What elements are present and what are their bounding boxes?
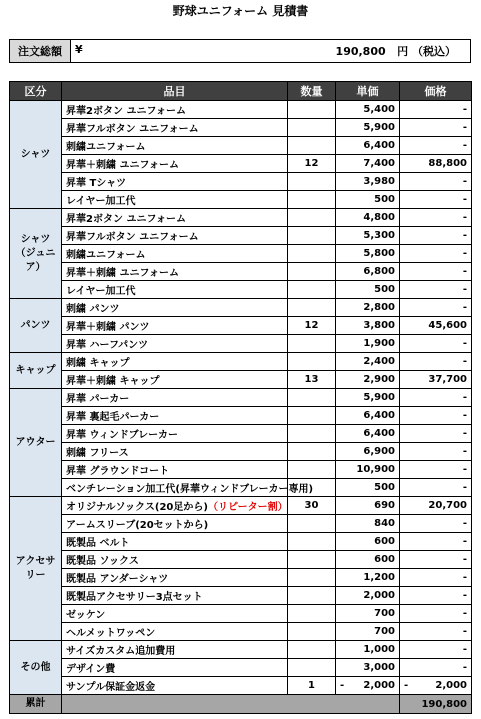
unit-price-cell: 500 xyxy=(336,281,400,299)
category-cell: アウター xyxy=(10,389,62,497)
table-row xyxy=(10,623,472,641)
unit-price-cell: 5,400 xyxy=(336,101,400,119)
price-cell: - xyxy=(400,227,472,245)
unit-price-cell: 1,900 xyxy=(336,335,400,353)
price-cell: 88,800 xyxy=(400,155,472,173)
unit-price-cell: 5,300 xyxy=(336,227,400,245)
unit-price-cell: 2,400 xyxy=(336,353,400,371)
quantity-cell xyxy=(288,551,336,569)
table-row xyxy=(10,569,472,587)
unit-price-cell: 1,200 xyxy=(336,569,400,587)
quantity-cell xyxy=(288,407,336,425)
order-total-value xyxy=(71,40,471,63)
price-cell: - xyxy=(400,353,472,371)
item-cell xyxy=(62,119,288,137)
table-row xyxy=(10,443,472,461)
item-name: 刺繍ユニフォーム xyxy=(66,142,146,153)
item-name: ゼッケン xyxy=(66,610,106,621)
unit-price-cell: 7,400 xyxy=(336,155,400,173)
item-cell xyxy=(62,497,288,515)
unit-price-cell: 690 xyxy=(336,497,400,515)
item-cell xyxy=(62,137,288,155)
header-unit-price: 単価 xyxy=(336,82,400,101)
item-cell xyxy=(62,245,288,263)
order-total-table xyxy=(9,39,471,63)
quantity-cell xyxy=(288,533,336,551)
price-cell: - xyxy=(400,461,472,479)
price-cell: - xyxy=(400,191,472,209)
quantity-cell xyxy=(288,299,336,317)
category-cell: パンツ xyxy=(10,299,62,353)
item-cell xyxy=(62,227,288,245)
item-cell xyxy=(62,443,288,461)
unit-price-cell: 700 xyxy=(336,605,400,623)
quantity-cell xyxy=(288,659,336,677)
quantity-cell xyxy=(288,515,336,533)
item-name: アームスリーブ(20セットから) xyxy=(66,520,209,531)
unit-price-cell: 6,400 xyxy=(336,425,400,443)
summary-row xyxy=(10,695,472,714)
quantity-cell xyxy=(288,101,336,119)
item-name: 刺繍 フリース xyxy=(66,448,129,459)
category-cell: シャツ（ジュニア） xyxy=(10,209,62,299)
category-cell: キャップ xyxy=(10,353,62,389)
item-name: 昇華 Tシャツ xyxy=(66,178,127,189)
price-cell: - xyxy=(400,407,472,425)
price-cell: - xyxy=(400,101,472,119)
header-price: 価格 xyxy=(400,82,472,101)
quantity-cell: 12 xyxy=(288,155,336,173)
table-row xyxy=(10,605,472,623)
unit-price-split xyxy=(340,680,395,691)
quantity-cell xyxy=(288,209,336,227)
item-cell xyxy=(62,389,288,407)
summary-spacer xyxy=(62,695,400,714)
table-row xyxy=(10,353,472,371)
order-total-label: 注文総額 xyxy=(10,40,71,63)
table-row xyxy=(10,209,472,227)
table-row xyxy=(10,407,472,425)
quantity-cell xyxy=(288,443,336,461)
table-header-row xyxy=(10,82,472,101)
quantity-cell xyxy=(288,137,336,155)
order-total-number: 190,800 xyxy=(335,45,386,58)
table-row xyxy=(10,299,472,317)
category-cell: シャツ xyxy=(10,101,62,209)
item-name: レイヤー加工代 xyxy=(66,196,136,207)
item-cell xyxy=(62,281,288,299)
quantity-cell: 12 xyxy=(288,317,336,335)
price-cell: - xyxy=(400,299,472,317)
unit-price-cell: 500 xyxy=(336,191,400,209)
item-cell xyxy=(62,317,288,335)
item-cell xyxy=(62,515,288,533)
unit-price-cell: 500 xyxy=(336,479,400,497)
table-row xyxy=(10,137,472,155)
item-name: 昇華 グラウンドコート xyxy=(66,466,170,477)
quantity-cell xyxy=(288,263,336,281)
unit-price-value: 2,000 xyxy=(363,680,395,691)
item-cell xyxy=(62,551,288,569)
table-row xyxy=(10,281,472,299)
item-cell xyxy=(62,335,288,353)
item-cell xyxy=(62,101,288,119)
quantity-cell xyxy=(288,335,336,353)
quantity-cell xyxy=(288,173,336,191)
item-name: サイズカスタム追加費用 xyxy=(66,646,176,657)
table-row xyxy=(10,317,472,335)
price-cell: - xyxy=(400,479,472,497)
item-cell xyxy=(62,659,288,677)
item-name: 昇華 パーカー xyxy=(66,394,130,405)
quantity-cell: 1 xyxy=(288,677,336,695)
table-row xyxy=(10,119,472,137)
table-row xyxy=(10,551,472,569)
item-cell xyxy=(62,191,288,209)
item-name: 既製品アクセサリー3点セット xyxy=(66,592,203,603)
header-category: 区分 xyxy=(10,82,62,101)
quantity-cell xyxy=(288,281,336,299)
table-row xyxy=(10,659,472,677)
order-total-amount xyxy=(336,43,466,59)
item-name: 昇華＋刺繍 ユニフォーム xyxy=(66,160,179,171)
table-row xyxy=(10,227,472,245)
item-cell xyxy=(62,677,288,695)
item-cell xyxy=(62,299,288,317)
summary-amount: 190,800 xyxy=(400,695,472,714)
unit-price-cell: 2,900 xyxy=(336,371,400,389)
unit-price-cell: 6,900 xyxy=(336,443,400,461)
price-cell: - xyxy=(400,587,472,605)
item-name: デザイン費 xyxy=(66,664,116,675)
quantity-cell xyxy=(288,245,336,263)
quantity-cell xyxy=(288,119,336,137)
item-name: 刺繍ユニフォーム xyxy=(66,250,146,261)
header-quantity: 数量 xyxy=(288,82,336,101)
price-cell: - xyxy=(400,623,472,641)
table-row xyxy=(10,335,472,353)
table-row xyxy=(10,263,472,281)
table-row xyxy=(10,479,472,497)
table-row xyxy=(10,425,472,443)
item-name: 昇華＋刺繍 キャップ xyxy=(66,376,160,387)
table-row xyxy=(10,461,472,479)
price-cell: - xyxy=(400,569,472,587)
item-cell xyxy=(62,155,288,173)
currency-symbol: ¥ xyxy=(75,43,83,56)
price-cell: - xyxy=(400,659,472,677)
item-cell xyxy=(62,173,288,191)
item-note: （リピーター割） xyxy=(207,502,288,513)
item-name: サンプル保証金返金 xyxy=(66,682,156,693)
quantity-cell xyxy=(288,389,336,407)
item-name: ベンチレーション加工代(昇華ウィンドブレーカー専用) xyxy=(66,484,314,495)
price-cell: 45,600 xyxy=(400,317,472,335)
price-prefix: - xyxy=(404,680,409,691)
unit-price-cell: 5,900 xyxy=(336,119,400,137)
price-cell: 37,700 xyxy=(400,371,472,389)
unit-price-cell: 2,800 xyxy=(336,299,400,317)
item-cell xyxy=(62,371,288,389)
item-name: 昇華2ボタン ユニフォーム xyxy=(66,214,186,225)
item-cell xyxy=(62,587,288,605)
quantity-cell xyxy=(288,191,336,209)
item-name: 既製品 アンダーシャツ xyxy=(66,574,169,585)
quantity-cell xyxy=(288,623,336,641)
item-cell xyxy=(62,641,288,659)
item-cell xyxy=(62,425,288,443)
price-cell: - xyxy=(400,533,472,551)
header-item: 品目 xyxy=(62,82,288,101)
order-total-unit: 円 （税込） xyxy=(397,45,456,58)
item-name: ヘルメットワッペン xyxy=(66,628,156,639)
price-cell: - xyxy=(400,605,472,623)
price-value: 2,000 xyxy=(435,680,467,691)
unit-price-cell: 840 xyxy=(336,515,400,533)
quantity-cell xyxy=(288,641,336,659)
unit-price-prefix: - xyxy=(340,680,345,691)
item-cell xyxy=(62,263,288,281)
item-name: 既製品 ソックス xyxy=(66,556,139,567)
item-cell xyxy=(62,353,288,371)
item-name: 刺繍 パンツ xyxy=(66,304,120,315)
price-cell: - xyxy=(400,551,472,569)
quantity-cell: 13 xyxy=(288,371,336,389)
item-name: 昇華 裏起毛パーカー xyxy=(66,412,160,423)
table-row xyxy=(10,101,472,119)
category-cell: その他 xyxy=(10,641,62,695)
unit-price-cell: 3,000 xyxy=(336,659,400,677)
item-cell xyxy=(62,623,288,641)
item-name: 昇華フルボタン ユニフォーム xyxy=(66,124,199,135)
unit-price-cell: 1,000 xyxy=(336,641,400,659)
price-cell: 20,700 xyxy=(400,497,472,515)
quantity-cell xyxy=(288,353,336,371)
item-cell xyxy=(62,479,314,497)
price-cell: - xyxy=(400,137,472,155)
unit-price-cell: 5,900 xyxy=(336,389,400,407)
item-name: 昇華 ウィンドブレーカー xyxy=(66,430,178,441)
price-cell: - xyxy=(400,335,472,353)
unit-price-cell: 3,800 xyxy=(336,317,400,335)
table-row xyxy=(10,533,472,551)
table-row xyxy=(10,389,472,407)
table-row xyxy=(10,191,472,209)
price-cell: - xyxy=(400,263,472,281)
item-name: 昇華フルボタン ユニフォーム xyxy=(66,232,199,243)
price-cell: - xyxy=(400,119,472,137)
table-row xyxy=(10,173,472,191)
quantity-cell xyxy=(288,587,336,605)
estimate-table xyxy=(9,81,472,714)
item-name: レイヤー加工代 xyxy=(66,286,136,297)
item-name: 昇華2ボタン ユニフォーム xyxy=(66,106,186,117)
item-name: 既製品 ベルト xyxy=(66,538,130,549)
quantity-cell xyxy=(288,227,336,245)
price-cell: - xyxy=(400,281,472,299)
summary-label: 累計 xyxy=(10,695,62,714)
table-row xyxy=(10,641,472,659)
item-name: 刺繍 キャップ xyxy=(66,358,130,369)
unit-price-cell: 600 xyxy=(336,551,400,569)
table-row xyxy=(10,587,472,605)
unit-price-cell xyxy=(336,677,400,695)
price-cell: - xyxy=(400,209,472,227)
table-row xyxy=(10,371,472,389)
price-split xyxy=(404,680,467,691)
price-cell: - xyxy=(400,389,472,407)
item-cell xyxy=(62,569,288,587)
unit-price-cell: 6,400 xyxy=(336,137,400,155)
price-cell: - xyxy=(400,515,472,533)
item-name: 昇華＋刺繍 パンツ xyxy=(66,322,150,333)
quantity-cell xyxy=(288,569,336,587)
unit-price-cell: 6,400 xyxy=(336,407,400,425)
item-cell xyxy=(62,533,288,551)
unit-price-cell: 5,800 xyxy=(336,245,400,263)
price-cell: - xyxy=(400,641,472,659)
item-cell xyxy=(62,407,288,425)
unit-price-cell: 2,000 xyxy=(336,587,400,605)
unit-price-cell: 600 xyxy=(336,533,400,551)
quantity-cell xyxy=(288,461,336,479)
unit-price-cell: 10,900 xyxy=(336,461,400,479)
unit-price-cell: 3,980 xyxy=(336,173,400,191)
table-row xyxy=(10,515,472,533)
quantity-cell: 30 xyxy=(288,497,336,515)
item-cell xyxy=(62,461,288,479)
table-row xyxy=(10,155,472,173)
page-title: 野球ユニフォーム 見積書 xyxy=(172,4,309,18)
price-cell: - xyxy=(400,173,472,191)
quantity-cell xyxy=(288,605,336,623)
price-cell xyxy=(400,677,472,695)
unit-price-cell: 4,800 xyxy=(336,209,400,227)
item-name: 昇華 ハーフパンツ xyxy=(66,340,149,351)
unit-price-cell: 700 xyxy=(336,623,400,641)
price-cell: - xyxy=(400,245,472,263)
item-cell xyxy=(62,605,288,623)
price-cell: - xyxy=(400,443,472,461)
price-cell: - xyxy=(400,425,472,443)
table-row xyxy=(10,497,472,515)
item-name: 昇華＋刺繍 ユニフォーム xyxy=(66,268,179,279)
item-cell xyxy=(62,209,288,227)
table-row xyxy=(10,677,472,695)
item-name: オリジナルソックス(20足から) xyxy=(66,502,208,513)
unit-price-cell: 6,800 xyxy=(336,263,400,281)
table-row xyxy=(10,245,472,263)
quantity-cell xyxy=(288,425,336,443)
category-cell: アクセサリー xyxy=(10,497,62,641)
